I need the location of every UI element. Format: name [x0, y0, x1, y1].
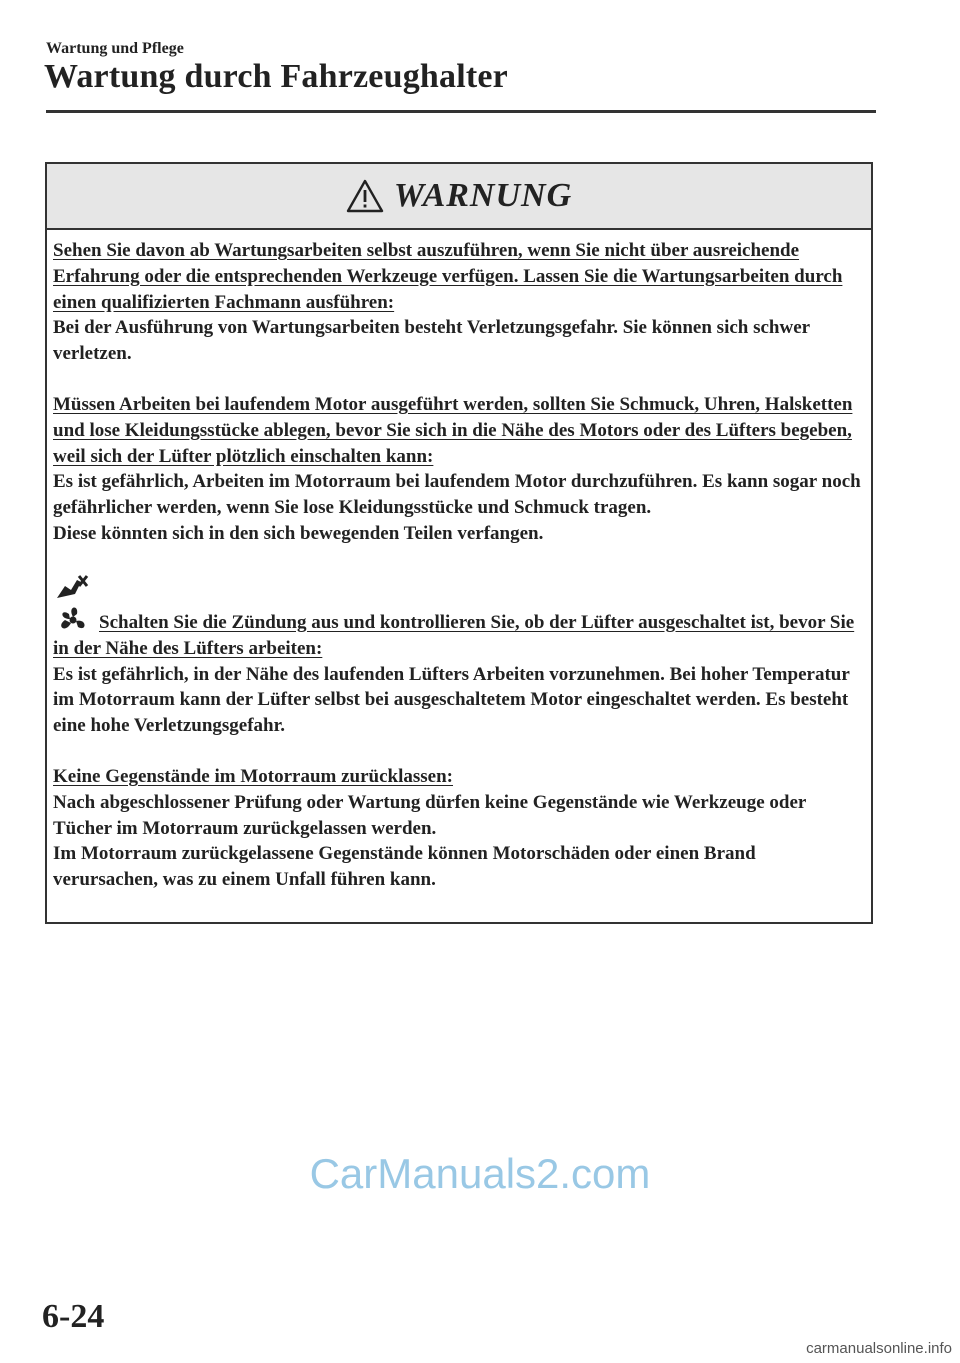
warning-text-4b: Im Motorraum zurückgelassene Gegenstände können Motorschäden oder einen Brand verursachen, was zu einem Unfall führen kann. [53, 843, 756, 891]
warning-header [47, 164, 871, 230]
page-number: 6-24 [42, 1298, 105, 1335]
warning-block-1 [53, 238, 863, 367]
warning-text-1: Bei der Ausführung von Wartungsarbeiten besteht Verletzungsgefahr. Sie können sich schwer verletzen. [53, 317, 810, 365]
warning-block-3 [53, 572, 863, 739]
title-rule [46, 110, 876, 113]
page-title: Wartung durch Fahrzeughalter [44, 58, 508, 95]
warning-box [45, 162, 873, 924]
warning-heading-2: Müssen Arbeiten bei laufendem Motor ausgeführt werden, sollten Sie Schmuck, Uhren, Halsketten und lose Kleidungsstücke ablegen, bevor Sie sich in die Nähe des Motors oder des Lüfters begeben, weil sich der Lüfter plötzlich einschalten kann: [53, 393, 853, 467]
warning-text-2b: Diese könnten sich in den sich bewegenden Teilen verfangen. [53, 522, 544, 544]
warning-triangle-icon [346, 179, 384, 213]
warning-text-2: Es ist gefährlich, Arbeiten im Motorraum bei laufendem Motor durchzuführen. Es kann sogar noch gefährlicher werden, wenn Sie lose Kleidungsstücke und Schmuck tragen. [53, 471, 861, 519]
warning-body [47, 230, 871, 893]
footer-site: carmanualsonline.info [806, 1340, 952, 1357]
fan-icons [53, 572, 863, 604]
warning-text-4: Nach abgeschlossener Prüfung oder Wartung dürfen keine Gegenstände wie Werkzeuge oder Tücher im Motorraum zurückgelassen werden. [53, 791, 806, 839]
warning-block-2 [53, 392, 863, 547]
warning-heading-4: Keine Gegenstände im Motorraum zurücklassen: [53, 765, 454, 787]
fan-icon [53, 604, 93, 636]
warning-title: WARNUNG [393, 177, 573, 214]
warning-heading-1: Sehen Sie davon ab Wartungsarbeiten selbst auszuführen, wenn Sie nicht über ausreichende Erfahrung oder die entsprechenden Werkzeuge verfügen. Lassen Sie die Wartungsarbeiten durch einen qualifizierten Fachmann ausführen: [53, 240, 843, 313]
section-label: Wartung und Pflege [46, 40, 184, 57]
hand-warning-icon [53, 572, 91, 604]
warning-text-3: Es ist gefährlich, in der Nähe des laufenden Lüfters Arbeiten vorzunehmen. Bei hoher Temperatur im Motorraum kann der Lüfter selbst bei ausgeschaltetem Motor eingeschaltet werden. Es besteht eine hohe Verletzungsgefahr. [53, 663, 850, 737]
warning-heading-3: Schalten Sie die Zündung aus und kontrollieren Sie, ob der Lüfter ausgeschaltet ist, bevor Sie in der Nähe des Lüfters arbeiten: [53, 611, 855, 659]
watermark: CarManuals2.com [309, 1150, 651, 1197]
warning-block-4 [53, 764, 863, 893]
